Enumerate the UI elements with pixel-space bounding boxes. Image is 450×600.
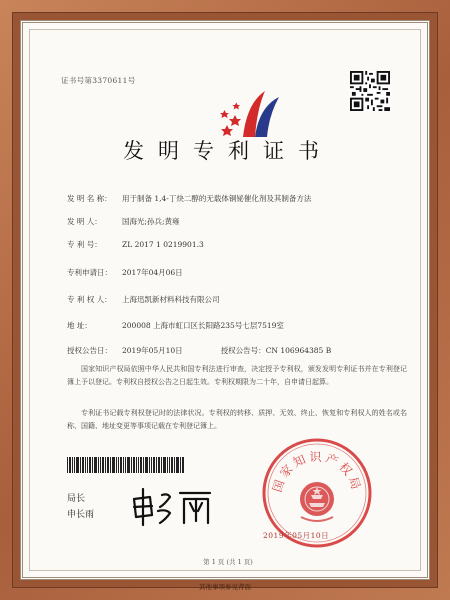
back-note: 其他事项参见背面 [199,583,251,591]
field-label: 专利申请日： [67,268,112,277]
field-label: 授权公告号： [220,346,266,355]
field-inventors [67,216,180,227]
field-value: 2019年05月10日 [122,346,183,355]
director-title: 局长 [67,494,86,504]
seal-date: 2019年05月10日 [263,531,330,540]
field-value: 用于制备 1,4-丁炔二醇的无载体铜铋催化剂及其制备方法 [122,194,312,203]
field-invention-name [67,193,311,204]
barcode-icon [67,457,185,473]
field-value: 上海迅凯新材料科技有限公司 [122,295,220,304]
field-value: 200008 上海市虹口区长阳路235号七层7519室 [122,321,284,330]
field-label: 发 明 名 称： [67,194,112,203]
field-application-date [67,267,183,278]
field-label: 授权公告日： [67,346,112,355]
field-value: CN 106964385 B [265,346,332,355]
field-label: 地 址： [67,321,92,330]
field-label: 专 利 号： [67,240,102,249]
director-signature [128,485,218,527]
field-value: 国海光;孙兵;黄雍 [122,217,180,226]
field-value: 2017年04月06日 [122,268,183,277]
field-grant-date [67,345,331,356]
certificate-number: 证书号第3370611号 [61,76,136,85]
certificate-title: 发明专利证书 [123,139,333,163]
director-name: 申长雨 [67,510,95,520]
field-label: 发 明 人： [67,217,102,226]
page-info: 第 1 页 (共 1 页) [203,558,253,566]
field-patentee [67,294,220,305]
qr-code-icon [350,71,390,111]
paragraph-legal-status: 专利证书记载专利权登记时的法律状况。专利权的转移、质押、无效、终止、恢复和专利权人的姓名或名称、国籍、地址变更等事项记载在专利登记簿上。 [67,409,407,430]
field-address [67,320,284,331]
field-value: ZL 2017 1 0219901.3 [122,240,204,249]
paragraph-grant-statement: 国家知识产权局依照中华人民共和国专利法进行审查，决定授予专利权，颁发发明专利证书并在专利登记簿上予以登记。专利权自授权公告之日起生效。专利权期限为二十年，自申请日起算。 [67,365,407,386]
svg-text:国家知识产权局: 国家知识产权局 [269,450,365,494]
certificate-paper [20,20,430,580]
field-label: 专 利 权 人： [67,295,112,304]
field-patent-number [67,239,204,250]
